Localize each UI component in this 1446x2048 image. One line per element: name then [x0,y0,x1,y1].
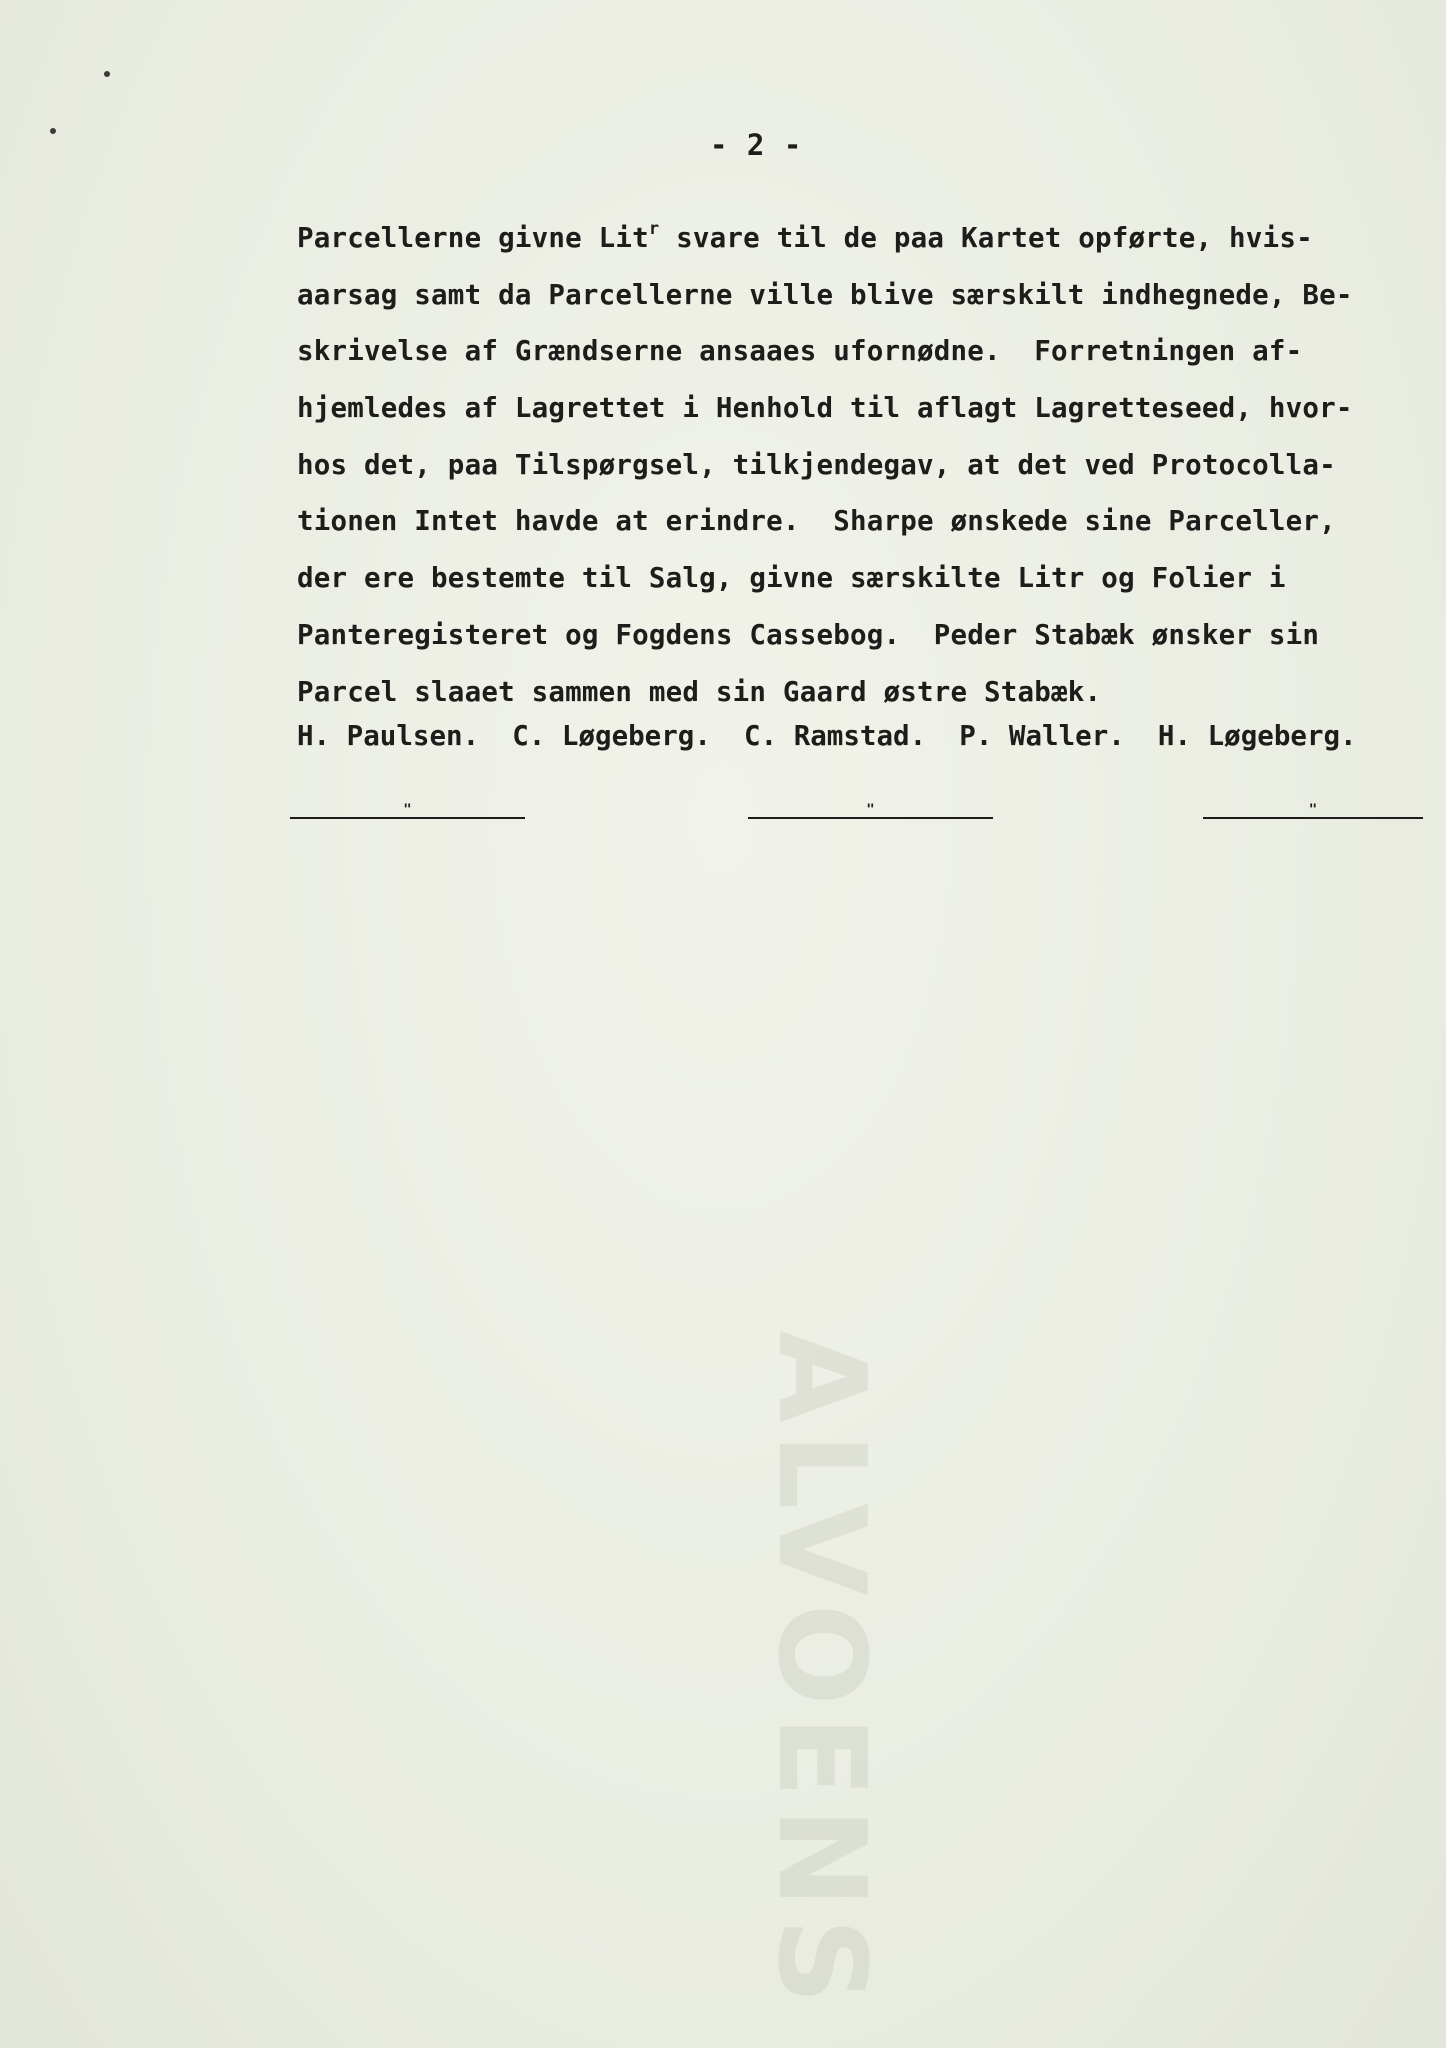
ditto-line: " [748,803,993,819]
signatures: H. Paulsen. C. Løgeberg. C. Ramstad. P. Waller. H. Løgeberg. [297,720,1357,752]
page-number: - 2 - [710,128,803,162]
ditto-line: " [290,803,525,819]
text-line: Parcel slaaet sammen med sin Gaard østre Stabæk. [297,675,1102,708]
text-line: Panteregisteret og Fogdens Cassebog. Peder Stabæk ønsker sin [297,618,1320,651]
ditto-lines [0,803,1446,823]
watermark: ALVOENS [751,1330,890,2015]
text-line: tionen Intet havde at erindre. Sharpe ønskede sine Parceller, [297,505,1336,538]
text-line: hjemledes af Lagrettet i Henhold til aflagt Lagretteseed, hvor- [297,392,1353,425]
stray-ink-mark [104,71,110,77]
stray-ink-mark [50,128,56,134]
text-line: der ere bestemte til Salg, givne særskilte Litr og Folier i [297,562,1286,595]
text-line: hos det, paa Tilspørgsel, tilkjendegav, at det ved Protocolla- [297,448,1336,481]
ditto-line: " [1203,803,1423,819]
text-line: Parcellerne givne Lit$^r$ svare til de paa Kartet opførte, hvis- [297,219,1313,254]
text-line: skrivelse af Grændserne ansaaes ufornødne. Forretningen af- [297,335,1303,368]
text-line: aarsag samt da Parcellerne ville blive særskilt indhegnede, Be- [297,278,1353,311]
body-text [297,210,1417,720]
